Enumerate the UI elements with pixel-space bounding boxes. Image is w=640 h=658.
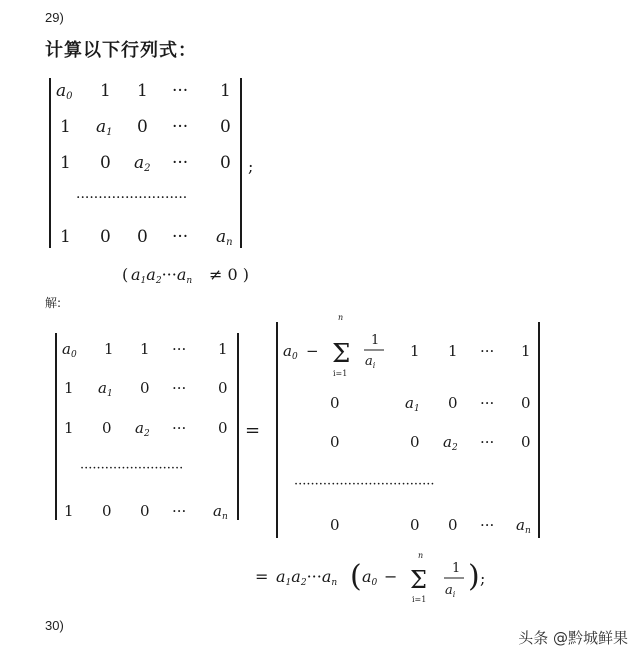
problem-number: 29) <box>45 10 64 25</box>
svg-text:a2: $a_2$ <box>135 419 150 439</box>
svg-text:a0: $a_0$ <box>283 342 298 362</box>
svg-text:1: 1 <box>448 342 458 360</box>
svg-text:≠ 0 ): ≠ 0 ) <box>209 265 249 284</box>
svg-text:···: ··· <box>172 81 189 101</box>
svg-text:;: ; <box>248 157 254 176</box>
svg-text:1: 1 <box>220 81 231 101</box>
svg-text:0: 0 <box>220 153 231 173</box>
svg-text:;: ; <box>480 569 486 588</box>
svg-text:Σ: Σ <box>410 566 427 594</box>
svg-text:0: 0 <box>410 433 420 451</box>
svg-text:a1: $a_1$ <box>405 394 420 414</box>
svg-text:ai: $a_i$ <box>365 354 376 370</box>
svg-text:0: 0 <box>140 502 150 520</box>
svg-text:···: ··· <box>172 227 189 247</box>
svg-text:1: 1 <box>137 81 148 101</box>
svg-text:(: ( <box>350 559 362 594</box>
svg-text:a0: $a_0$ <box>62 340 77 360</box>
svg-text:······························: ·································· <box>294 477 435 492</box>
svg-text:a1: a1 <box>96 117 113 138</box>
svg-text:0: 0 <box>521 433 531 451</box>
svg-text:=: = <box>245 420 261 441</box>
svg-text:1: 1 <box>60 117 71 137</box>
svg-text:−: − <box>384 567 398 586</box>
svg-text:ai: $a_i$ <box>445 583 456 599</box>
svg-text:···: ··· <box>172 502 187 520</box>
svg-text:0: 0 <box>330 433 340 451</box>
svg-text:1: 1 <box>521 342 531 360</box>
problem-instruction: 计算以下行列式： <box>45 40 197 61</box>
svg-text:1: 1 <box>410 342 420 360</box>
svg-text:0: 0 <box>448 516 458 534</box>
svg-text:1: 1 <box>100 81 111 101</box>
svg-text:···: ··· <box>172 419 187 437</box>
svg-text:0: 0 <box>521 394 531 412</box>
svg-text:0: 0 <box>100 153 111 173</box>
next-problem-number: 30) <box>45 618 64 633</box>
svg-text:(: ( <box>122 265 129 284</box>
svg-text:Σ: Σ <box>332 339 351 369</box>
svg-text:0: 0 <box>410 516 420 534</box>
svg-text:an: an <box>216 227 233 248</box>
svg-text:): ) <box>468 559 480 594</box>
svg-text:1: 1 <box>104 340 114 358</box>
svg-text:1: 1 <box>140 340 150 358</box>
svg-text:0: 0 <box>100 227 111 247</box>
svg-text:a1a2···an: a1a2···an <box>276 567 338 588</box>
svg-text:·························: ························· <box>76 190 188 206</box>
svg-text:a2: a2 <box>134 153 151 174</box>
svg-text:0: 0 <box>102 419 112 437</box>
watermark <box>518 627 628 648</box>
svg-text:···: ··· <box>480 516 495 534</box>
svg-text:a0: a0 <box>56 81 73 102</box>
svg-text:···: ··· <box>172 117 189 137</box>
svg-text:a2: $a_2$ <box>443 433 458 453</box>
svg-text:1: 1 <box>64 419 74 437</box>
svg-text:an: $a_n$ <box>213 502 228 522</box>
svg-text:n: n <box>418 551 424 560</box>
svg-text:1: 1 <box>60 153 71 173</box>
svg-text:1: 1 <box>371 333 380 348</box>
watermark-text: 头条 @黔城鲜果 <box>518 629 628 647</box>
svg-text:···: ··· <box>480 342 495 360</box>
svg-text:0: 0 <box>137 227 148 247</box>
svg-text:an: $a_n$ <box>516 516 531 536</box>
svg-text:0: 0 <box>220 117 231 137</box>
svg-text:···: ··· <box>172 153 189 173</box>
svg-text:1: 1 <box>64 502 74 520</box>
svg-text:···: ··· <box>172 379 187 397</box>
svg-text:0: 0 <box>330 516 340 534</box>
svg-text:=: = <box>255 567 269 586</box>
svg-text:n: n <box>338 313 344 322</box>
svg-text:1: 1 <box>60 227 71 247</box>
svg-text:0: 0 <box>330 394 340 412</box>
svg-text:···: ··· <box>172 340 187 358</box>
svg-text:i=1: i=1 <box>333 369 348 378</box>
svg-text:···: ··· <box>480 433 495 451</box>
svg-text:0: 0 <box>102 502 112 520</box>
svg-text:0: 0 <box>140 379 150 397</box>
svg-text:a1a2···an: a1a2···an <box>131 265 193 286</box>
svg-text:0: 0 <box>218 419 228 437</box>
svg-text:0: 0 <box>218 379 228 397</box>
svg-text:1: 1 <box>218 340 228 358</box>
svg-text:···: ··· <box>480 394 495 412</box>
svg-text:0: 0 <box>137 117 148 137</box>
svg-text:a1: $a_1$ <box>98 379 113 399</box>
svg-text:−: − <box>306 342 319 360</box>
svg-text:1: 1 <box>452 561 461 576</box>
solution-label: 解: <box>45 296 62 310</box>
svg-text:0: 0 <box>448 394 458 412</box>
svg-text:a0: a0 <box>362 567 378 588</box>
svg-text:1: 1 <box>64 379 74 397</box>
svg-text:i=1: i=1 <box>412 595 427 604</box>
svg-text:·························: ························· <box>80 461 184 476</box>
